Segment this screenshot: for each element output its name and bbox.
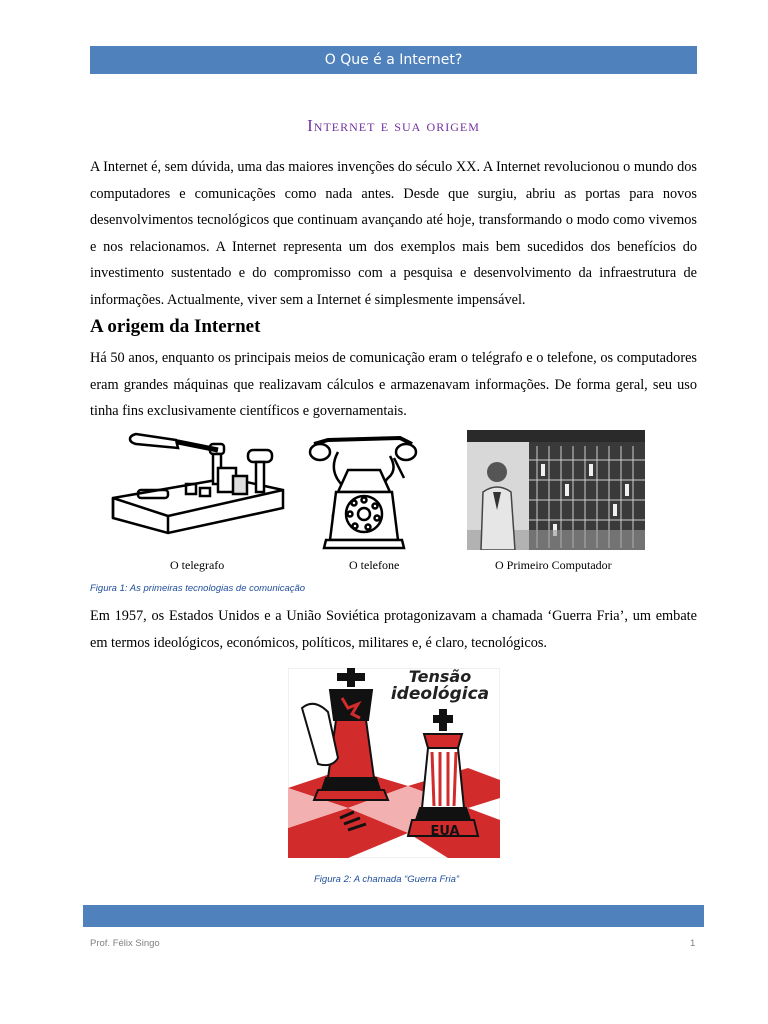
footer-bar <box>83 905 704 927</box>
first-computer-image <box>467 430 645 550</box>
chess-image-text-urss: URSS <box>332 777 372 792</box>
telegraph-caption: O telegrafo <box>170 558 225 572</box>
origin-paragraph: Há 50 anos, enquanto os principais meios de comunicação eram o telégrafo e o telefone, os computadores eram grandes máquinas que realizavam cálculos e armazenavam informações. De forma geral, seu uso tinha fins exclusivamente científicos e governamentais. <box>90 350 697 419</box>
page-header <box>90 46 697 74</box>
telegraph-image <box>108 428 288 548</box>
origin-heading: A origem da Internet <box>90 316 261 337</box>
cold-war-paragraph: Em 1957, os Estados Unidos e a União Soviética protagonizavam a chamada ‘Guerra Fria’, um embate em termos ideológicos, económicos, políticos, militares e, é claro, tecnológicos. <box>90 608 697 651</box>
intro-paragraph: A Internet é, sem dúvida, uma das maiores invenções do século XX. A Internet revolucionou o mundo dos computadores e comunicações como nada antes. Desde que surgiu, abriu as portas para novos desenvolvimentos tecnológicos que continuam avançando até hoje, transformando o modo como vivemos e nos relacionamos. A Internet representa um dos exemplos mais bem sucedidos dos benefícios do investimento sustentado e do compromisso com a pesquisa e desenvolvimento da infraestrutura de informações. Actualmente, viver sem a Internet é simplesmente impensável. <box>90 159 697 308</box>
telephone-image <box>308 430 420 550</box>
header-title: O Que é a Internet? <box>324 52 463 68</box>
footer-author: Prof. Félix Singo <box>90 938 160 949</box>
page-number: 1 <box>690 938 696 949</box>
section-title: Internet e sua origem <box>307 116 480 135</box>
chess-image-text-eua: EUA <box>430 824 460 839</box>
telephone-caption: O telefone <box>349 558 400 572</box>
figure-1-label: Figura 1: As primeiras tecnologias de comunicação <box>90 583 306 594</box>
cold-war-chess-image <box>288 668 500 858</box>
chess-image-text-ideological: ideológica <box>390 684 490 704</box>
chess-image-text-tension: Tensão <box>408 668 472 686</box>
figure-2-label: Figura 2: A chamada “Guerra Fria” <box>314 874 460 885</box>
computer-caption: O Primeiro Computador <box>495 558 612 572</box>
